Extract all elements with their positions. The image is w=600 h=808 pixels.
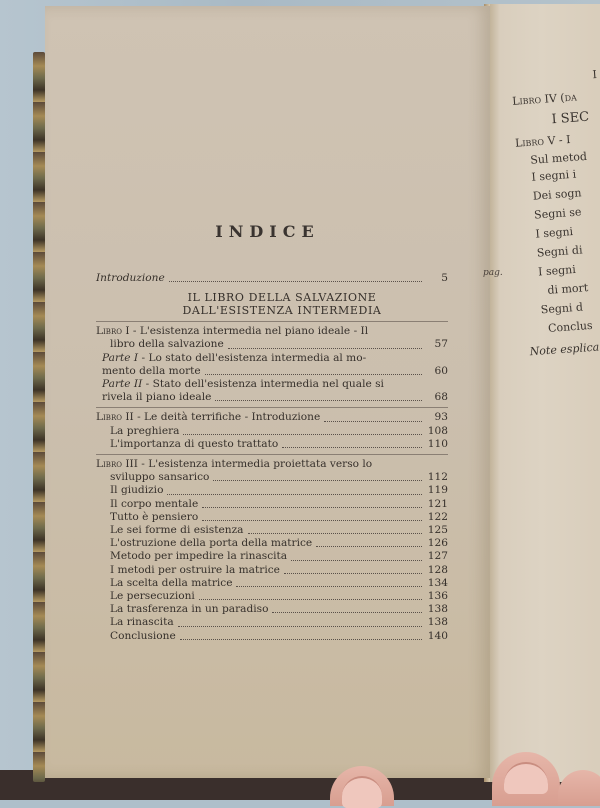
leader-dots — [180, 639, 422, 640]
toc-entry — [96, 564, 448, 577]
right-item: Dei sogn — [532, 186, 582, 203]
toc-entry — [96, 616, 448, 629]
toc-entry-parte-ii — [96, 378, 448, 391]
page-title: INDICE — [215, 222, 320, 241]
toc-entry — [96, 630, 448, 643]
toc-label: L'importanza di questo trattato — [110, 437, 279, 450]
toc-page: 125 — [427, 524, 448, 537]
right-item: Segni se — [533, 205, 582, 222]
toc-page: 138 — [427, 603, 448, 616]
toc-page: 110 — [427, 437, 448, 450]
toc-label: La rinascita — [110, 616, 174, 629]
leader-dots — [169, 281, 422, 282]
toc-entry-parte-i — [96, 352, 448, 365]
leader-dots — [205, 374, 422, 375]
leader-dots — [202, 520, 422, 521]
toc-label: La preghiera — [110, 424, 180, 437]
leader-dots — [215, 400, 422, 401]
right-item: Conclus — [547, 318, 594, 335]
toc-entry — [96, 484, 448, 497]
table-of-contents — [96, 272, 448, 643]
toc-page: 140 — [427, 629, 448, 642]
right-item: di mort — [547, 281, 589, 297]
toc-page: 134 — [427, 576, 448, 589]
toc-entry — [96, 498, 448, 511]
leader-dots — [291, 560, 422, 561]
leader-dots — [316, 546, 422, 547]
leader-dots — [284, 573, 422, 574]
section-heading-line: IL LIBRO DELLA SALVAZIONE — [187, 291, 377, 305]
toc-entry-libro-i-cont — [96, 338, 448, 351]
toc-page: 93 — [434, 411, 448, 424]
leader-dots — [272, 612, 422, 613]
right-libro-iv: Libro IV (da — [511, 90, 578, 108]
toc-label: - L'esistenza intermedia nel piano ideale - Il — [129, 325, 369, 338]
toc-page: 119 — [427, 484, 448, 497]
toc-label: Tutto è pensiero — [110, 510, 199, 523]
toc-label: Conclusione — [110, 629, 176, 642]
toc-label: Introduzione — [96, 272, 165, 284]
toc-page: 68 — [434, 391, 448, 404]
book-prefix: Libro II — [96, 411, 134, 424]
toc-entry-parte-ii-cont — [96, 391, 448, 404]
thumbnail — [504, 762, 548, 794]
toc-entry — [96, 603, 448, 616]
book-prefix: Libro III — [96, 458, 138, 471]
toc-label: La trasferenza in un paradiso — [110, 603, 269, 616]
toc-entry — [96, 425, 448, 438]
right-libro-v: Libro V - I — [514, 132, 571, 150]
toc-entry-introduzione — [96, 272, 448, 285]
book-cover-marbled-edge — [33, 52, 45, 782]
right-roman: I — [592, 67, 598, 82]
toc-label: Il giudizio — [110, 484, 164, 497]
leader-dots — [248, 533, 423, 534]
toc-page: 138 — [427, 616, 448, 629]
toc-page: 136 — [427, 590, 448, 603]
toc-label: rivela il piano ideale — [102, 391, 212, 404]
toc-entry-libro-iii-cont — [96, 471, 448, 484]
toc-entry-libro-iii — [96, 458, 448, 471]
toc-label: mento della morte — [102, 364, 201, 377]
toc-label: Il corpo mentale — [110, 497, 199, 510]
leader-dots — [213, 480, 422, 481]
right-item: I segni i — [531, 167, 577, 184]
toc-label: I metodi per ostruire la matrice — [110, 563, 280, 576]
right-item: Segni d — [540, 300, 584, 317]
toc-entry — [96, 590, 448, 603]
toc-label: Metodo per impedire la rinascita — [110, 550, 288, 563]
toc-label: - Stato dell'esistenza intermedia nel quale si — [142, 378, 384, 391]
section-heading — [96, 291, 448, 317]
toc-label: libro della salvazione — [110, 338, 224, 351]
toc-label: La scelta della matrice — [110, 576, 233, 589]
toc-label: - L'esistenza intermedia proiettata verso lo — [137, 458, 373, 471]
toc-entry — [96, 537, 448, 550]
toc-page: 128 — [427, 563, 448, 576]
right-notes: Note esplica — [529, 340, 600, 359]
toc-page: 112 — [427, 471, 448, 484]
toc-page: 5 — [441, 272, 448, 284]
leader-dots — [236, 586, 422, 587]
toc-entry — [96, 550, 448, 563]
toc-entry — [96, 577, 448, 590]
toc-page: 108 — [427, 424, 448, 437]
section-heading-line: DALL'ESISTENZA INTERMEDIA — [182, 304, 382, 318]
toc-entry — [96, 524, 448, 537]
toc-label: sviluppo sansarico — [110, 471, 210, 484]
toc-label: - Le deità terrifiche - Introduzione — [133, 411, 321, 424]
book-prefix: Libro I — [96, 325, 130, 338]
toc-entry-parte-i-cont — [96, 365, 448, 378]
right-item: Segni di — [536, 243, 583, 260]
leader-dots — [324, 421, 422, 422]
toc-label: Le sei forme di esistenza — [110, 524, 244, 537]
leader-dots — [228, 348, 422, 349]
leader-dots — [202, 507, 422, 508]
toc-entry — [96, 438, 448, 451]
leader-dots — [199, 599, 422, 600]
toc-page: 122 — [427, 510, 448, 523]
divider — [96, 454, 448, 455]
toc-label: - Lo stato dell'esistenza intermedia al mo- — [138, 351, 367, 364]
leader-dots — [183, 434, 422, 435]
toc-page: 60 — [434, 364, 448, 377]
pag-label: pag. — [483, 268, 503, 278]
toc-entry-libro-ii — [96, 411, 448, 424]
toc-entry-libro-i — [96, 325, 448, 338]
right-item: I segni — [535, 225, 574, 241]
toc-label: L'ostruzione della porta della matrice — [110, 537, 313, 550]
right-item: I segni — [537, 262, 577, 279]
right-item: Sul metod — [529, 149, 588, 167]
leader-dots — [178, 626, 422, 627]
toc-page: 57 — [434, 338, 448, 351]
toc-entry — [96, 511, 448, 524]
divider — [96, 321, 448, 322]
part-prefix: Parte I — [102, 351, 139, 364]
toc-page: 127 — [427, 550, 448, 563]
right-heading: I SEC — [551, 109, 590, 128]
leader-dots — [282, 447, 422, 448]
divider — [96, 407, 448, 408]
thumbnail — [342, 776, 382, 808]
toc-page: 121 — [427, 497, 448, 510]
leader-dots — [167, 494, 422, 495]
part-prefix: Parte II — [102, 378, 143, 391]
toc-label: Le persecuzioni — [110, 590, 195, 603]
toc-page: 126 — [427, 537, 448, 550]
